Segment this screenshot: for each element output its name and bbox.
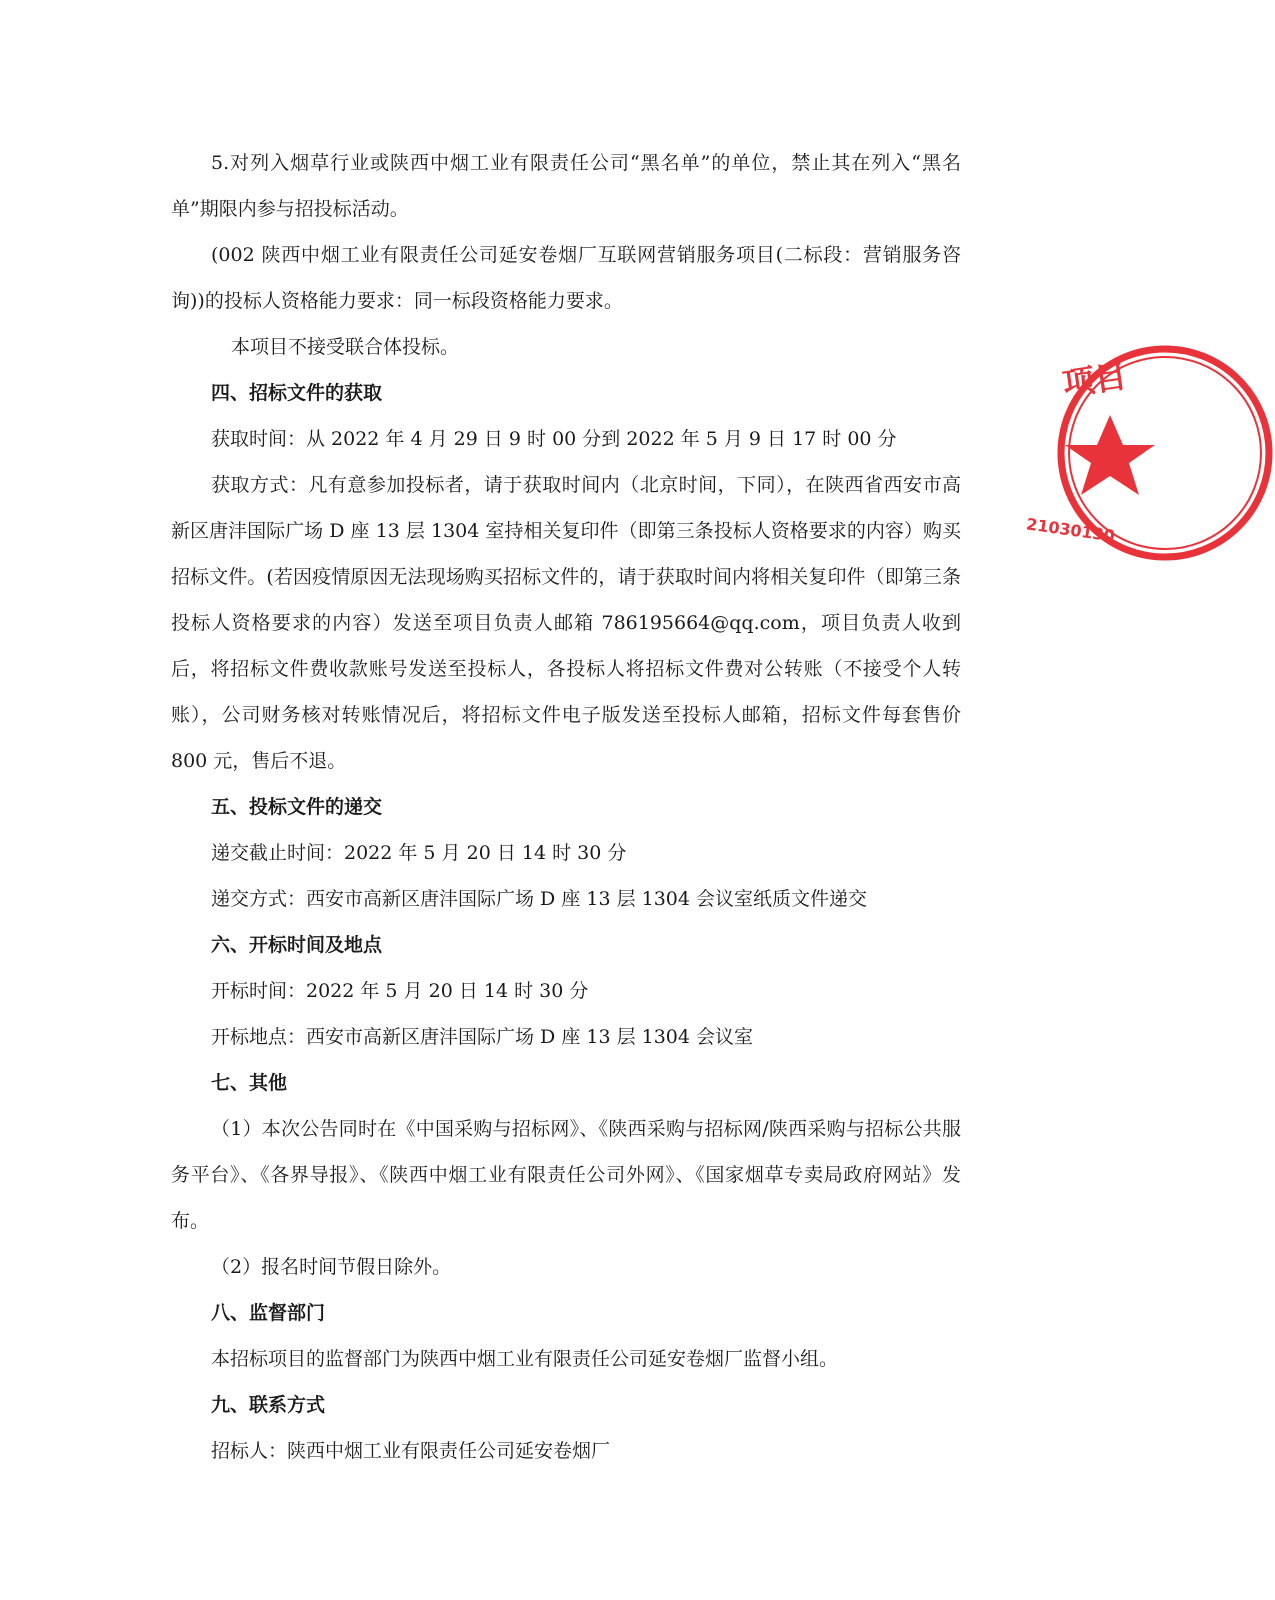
paragraph-submission-method: 递交方式：西安市高新区唐沣国际广场 D 座 13 层 1304 会议室纸质文件递交 <box>211 888 868 910</box>
seal-top-text: 项目 <box>1060 356 1129 404</box>
paragraph-obtain-time: 获取时间：从 2022 年 4 月 29 日 9 时 00 分到 2022 年 5 月 9 日 17 时 00 分 <box>211 428 897 450</box>
section-heading-contact: 九、联系方式 <box>211 1394 326 1416</box>
seal-star-icon <box>1065 415 1155 495</box>
paragraph-publication-channels: （1）本次公告同时在《中国采购与招标网》、《陕西采购与招标网/陕西采购与招标公共服务平台》、《各界导报》、《陕西中烟工业有限责任公司外网》、《国家烟草专卖局政府网站》发布。 <box>171 1118 961 1232</box>
paragraph-supervision: 本招标项目的监督部门为陕西中烟工业有限责任公司延安卷烟厂监督小组。 <box>211 1348 839 1370</box>
paragraph-lot-two-requirements: (002 陕西中烟工业有限责任公司延安卷烟厂互联网营销服务项目(二标段：营销服务咨询))的投标人资格能力要求：同一标段资格能力要求。 <box>171 244 961 312</box>
paragraph-holiday-note: （2）报名时间节假日除外。 <box>211 1256 452 1278</box>
section-heading-obtain-documents: 四、招标文件的获取 <box>211 382 383 404</box>
section-heading-opening: 六、开标时间及地点 <box>211 934 383 956</box>
paragraph-tenderer: 招标人：陕西中烟工业有限责任公司延安卷烟厂 <box>211 1440 611 1462</box>
section-heading-supervision: 八、监督部门 <box>211 1302 326 1324</box>
company-seal-stamp <box>1025 343 1275 563</box>
paragraph-submission-deadline: 递交截止时间：2022 年 5 月 20 日 14 时 30 分 <box>211 842 627 864</box>
paragraph-opening-location: 开标地点：西安市高新区唐沣国际广场 D 座 13 层 1304 会议室 <box>211 1026 754 1048</box>
paragraph-obtain-method: 获取方式：凡有意参加投标者，请于获取时间内（北京时间，下同），在陕西省西安市高新区唐沣国际广场 D 座 13 层 1304 室持相关复印件（即第三条投标人资格要求的内容）购买招标文件。(若因疫情原因无法现场购买招标文件的，请于获取时间内将相关复印件（即第三条投标人资格要求的内容）发送至项目负责人邮箱 786195664@qq.com，项目负责人收到后，将招标文件费收款账号发送至投标人，各投标人将招标文件费对公转账（不接受个人转账），公司财务核对转账情况后，将招标文件电子版发送至投标人邮箱，招标文件每套售价 800 元，售后不退。 <box>171 474 961 772</box>
paragraph-no-consortium: 本项目不接受联合体投标。 <box>231 336 460 358</box>
seal-number: 21030130 <box>1025 514 1116 546</box>
document-body <box>171 140 961 1474</box>
paragraph-blacklist: 5.对列入烟草行业或陕西中烟工业有限责任公司“黑名单”的单位，禁止其在列入“黑名单”期限内参与招投标活动。 <box>171 152 961 220</box>
section-heading-submission: 五、投标文件的递交 <box>211 796 383 818</box>
section-heading-other: 七、其他 <box>211 1072 288 1094</box>
paragraph-opening-time: 开标时间：2022 年 5 月 20 日 14 时 30 分 <box>211 980 589 1002</box>
